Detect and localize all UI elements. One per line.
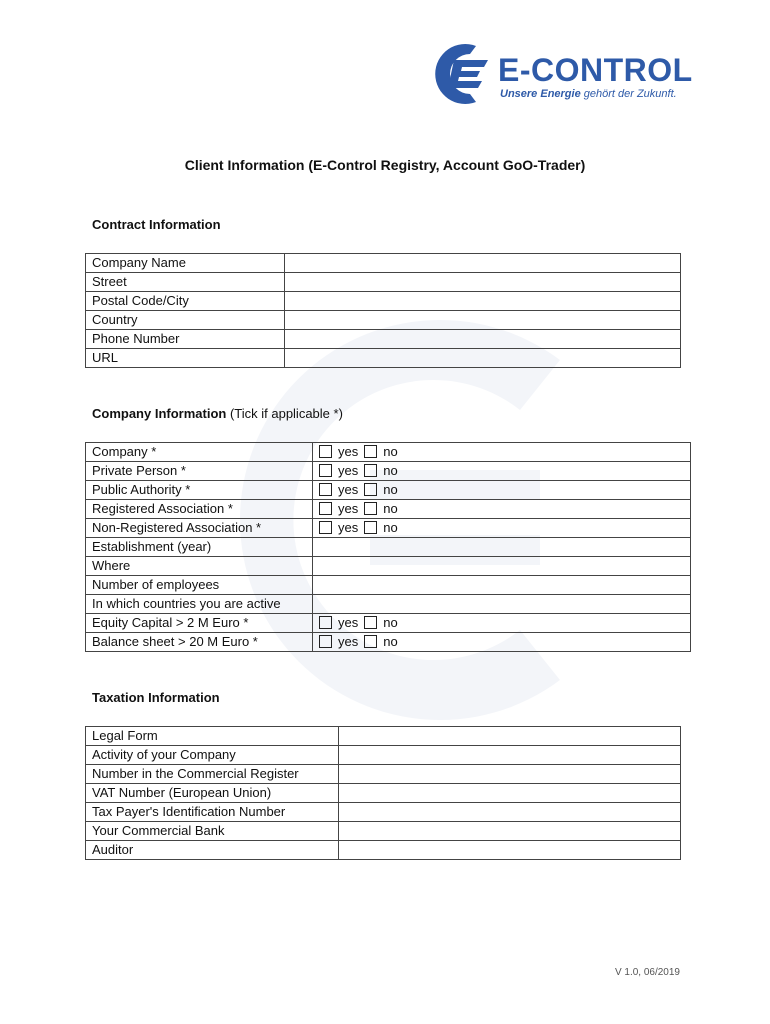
taxation-label: Tax Payer's Identification Number: [86, 803, 339, 822]
no-checkbox[interactable]: [364, 483, 377, 496]
table-row: [86, 538, 691, 557]
no-label: no: [383, 482, 398, 497]
table-row: [86, 841, 681, 860]
table-row: [86, 784, 681, 803]
table-row: [86, 462, 691, 481]
contract-value-field[interactable]: [285, 349, 681, 368]
no-label: no: [383, 444, 398, 459]
table-row: [86, 481, 691, 500]
yes-no-options: [313, 519, 691, 538]
table-row: [86, 576, 691, 595]
taxation-value-field[interactable]: [339, 822, 681, 841]
company-heading: Company Information (Tick if applicable *): [92, 406, 343, 421]
no-checkbox[interactable]: [364, 464, 377, 477]
no-checkbox[interactable]: [364, 445, 377, 458]
page-title: Client Information (E-Control Registry, Account GoO-Trader): [184, 157, 586, 173]
taxation-value-field[interactable]: [339, 841, 681, 860]
no-label: no: [383, 520, 398, 535]
yes-checkbox[interactable]: [319, 502, 332, 515]
table-row: [86, 595, 691, 614]
yes-label: yes: [338, 463, 359, 478]
contract-label: Country: [86, 311, 285, 330]
yes-no-options: [313, 443, 691, 462]
table-row: [86, 292, 681, 311]
company-label: In which countries you are active: [86, 595, 313, 614]
table-row: [86, 557, 691, 576]
no-label: no: [383, 634, 398, 649]
no-label: no: [383, 615, 398, 630]
taxation-label: VAT Number (European Union): [86, 784, 339, 803]
company-table: [85, 442, 691, 652]
table-row: [86, 803, 681, 822]
no-checkbox[interactable]: [364, 635, 377, 648]
company-label: Non-Registered Association *: [86, 519, 313, 538]
company-label: Establishment (year): [86, 538, 313, 557]
table-row: [86, 273, 681, 292]
table-row: [86, 500, 691, 519]
yes-no-options: [313, 633, 691, 652]
yes-checkbox[interactable]: [319, 521, 332, 534]
company-value-field[interactable]: [313, 576, 691, 595]
yes-label: yes: [338, 482, 359, 497]
table-row: [86, 254, 681, 273]
table-row: [86, 330, 681, 349]
taxation-label: Activity of your Company: [86, 746, 339, 765]
taxation-label: Your Commercial Bank: [86, 822, 339, 841]
yes-no-options: [313, 481, 691, 500]
yes-label: yes: [338, 501, 359, 516]
yes-label: yes: [338, 634, 359, 649]
yes-label: yes: [338, 520, 359, 535]
table-row: [86, 349, 681, 368]
logo-name: E-CONTROL: [498, 52, 693, 88]
taxation-label: Number in the Commercial Register: [86, 765, 339, 784]
yes-checkbox[interactable]: [319, 445, 332, 458]
yes-checkbox[interactable]: [319, 635, 332, 648]
logo-tagline: Unsere Energie gehört der Zukunft.: [500, 88, 677, 100]
taxation-table: [85, 726, 681, 860]
table-row: [86, 614, 691, 633]
yes-checkbox[interactable]: [319, 464, 332, 477]
yes-label: yes: [338, 444, 359, 459]
contract-label: Street: [86, 273, 285, 292]
contract-value-field[interactable]: [285, 273, 681, 292]
table-row: [86, 765, 681, 784]
taxation-value-field[interactable]: [339, 784, 681, 803]
table-row: [86, 746, 681, 765]
no-checkbox[interactable]: [364, 521, 377, 534]
taxation-label: Auditor: [86, 841, 339, 860]
contract-table: [85, 253, 681, 368]
taxation-value-field[interactable]: [339, 803, 681, 822]
contract-value-field[interactable]: [285, 254, 681, 273]
table-row: [86, 443, 691, 462]
contract-value-field[interactable]: [285, 292, 681, 311]
company-label: Where: [86, 557, 313, 576]
company-label: Public Authority *: [86, 481, 313, 500]
taxation-value-field[interactable]: [339, 727, 681, 746]
company-value-field[interactable]: [313, 557, 691, 576]
contract-heading: Contract Information: [92, 217, 221, 232]
contract-label: URL: [86, 349, 285, 368]
contract-value-field[interactable]: [285, 311, 681, 330]
company-label: Number of employees: [86, 576, 313, 595]
no-checkbox[interactable]: [364, 616, 377, 629]
contract-label: Company Name: [86, 254, 285, 273]
company-label: Private Person *: [86, 462, 313, 481]
taxation-label: Legal Form: [86, 727, 339, 746]
yes-no-options: [313, 614, 691, 633]
taxation-value-field[interactable]: [339, 746, 681, 765]
company-label: Company *: [86, 443, 313, 462]
taxation-heading: Taxation Information: [92, 690, 220, 705]
yes-checkbox[interactable]: [319, 483, 332, 496]
table-row: [86, 633, 691, 652]
yes-checkbox[interactable]: [319, 616, 332, 629]
table-row: [86, 727, 681, 746]
table-row: [86, 311, 681, 330]
taxation-value-field[interactable]: [339, 765, 681, 784]
yes-no-options: [313, 500, 691, 519]
no-label: no: [383, 501, 398, 516]
company-label: Equity Capital > 2 M Euro *: [86, 614, 313, 633]
company-label: Balance sheet > 20 M Euro *: [86, 633, 313, 652]
no-checkbox[interactable]: [364, 502, 377, 515]
yes-label: yes: [338, 615, 359, 630]
version-label: V 1.0, 06/2019: [614, 967, 680, 978]
table-row: [86, 519, 691, 538]
no-label: no: [383, 463, 398, 478]
contract-label: Phone Number: [86, 330, 285, 349]
company-value-field[interactable]: [313, 595, 691, 614]
yes-no-options: [313, 462, 691, 481]
company-label: Registered Association *: [86, 500, 313, 519]
contract-label: Postal Code/City: [86, 292, 285, 311]
company-value-field[interactable]: [313, 538, 691, 557]
contract-value-field[interactable]: [285, 330, 681, 349]
table-row: [86, 822, 681, 841]
